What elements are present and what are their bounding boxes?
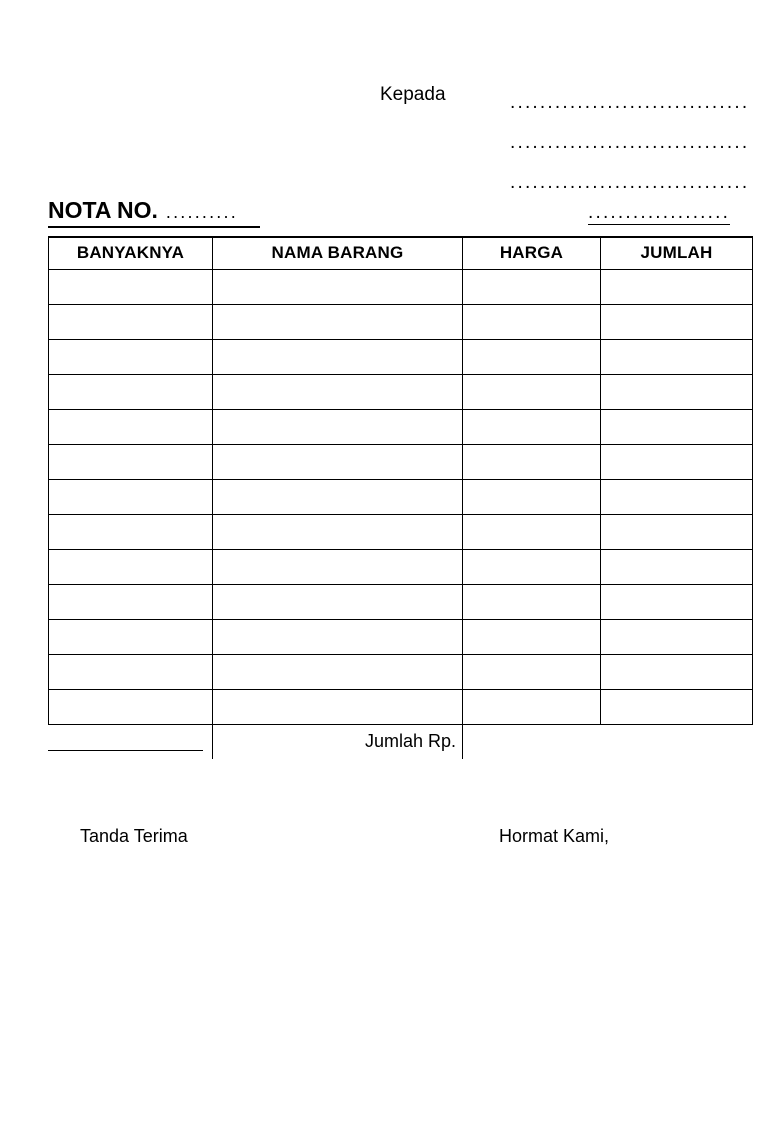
table-row (49, 444, 753, 479)
cell-harga[interactable] (463, 409, 601, 444)
cell-harga[interactable] (463, 304, 601, 339)
table-header-row (49, 237, 753, 269)
cell-nama-barang[interactable] (213, 409, 463, 444)
cell-banyaknya[interactable] (49, 444, 213, 479)
cell-harga[interactable] (463, 269, 601, 304)
recipient-dotted-line-1[interactable]: ................................ (510, 92, 750, 113)
cell-nama-barang[interactable] (213, 619, 463, 654)
cell-jumlah[interactable] (601, 409, 753, 444)
table-row (49, 584, 753, 619)
cell-jumlah[interactable] (601, 479, 753, 514)
cell-banyaknya[interactable] (49, 584, 213, 619)
signature-hormat-kami: Hormat Kami, (499, 826, 610, 846)
cell-jumlah[interactable] (601, 689, 753, 724)
table-row (49, 479, 753, 514)
table-row (49, 654, 753, 689)
table-row (49, 689, 753, 724)
cell-banyaknya[interactable] (49, 654, 213, 689)
cell-nama-barang[interactable] (213, 444, 463, 479)
table-row (49, 374, 753, 409)
recipient-label: Kepada (380, 84, 446, 105)
table-row (49, 409, 753, 444)
table-row (49, 269, 753, 304)
cell-harga[interactable] (463, 444, 601, 479)
recipient-dotted-line-2[interactable]: ................................ (510, 132, 750, 153)
cell-harga[interactable] (463, 339, 601, 374)
cell-harga[interactable] (463, 584, 601, 619)
total-label: Jumlah Rp. (213, 724, 463, 759)
recipient-dotted-line-4[interactable]: ................... (588, 202, 731, 223)
table-row (49, 304, 753, 339)
cell-banyaknya[interactable] (49, 479, 213, 514)
cell-harga[interactable] (463, 549, 601, 584)
table-row (49, 339, 753, 374)
column-header-banyaknya: BANYAKNYA (49, 237, 213, 269)
signature-tanda-terima: Tanda Terima (80, 826, 188, 846)
cell-nama-barang[interactable] (213, 584, 463, 619)
cell-jumlah[interactable] (601, 339, 753, 374)
cell-nama-barang[interactable] (213, 689, 463, 724)
table-row (49, 514, 753, 549)
cell-jumlah[interactable] (601, 304, 753, 339)
table-row (49, 549, 753, 584)
nota-number-field[interactable]: .......... (165, 202, 238, 222)
cell-banyaknya[interactable] (49, 619, 213, 654)
cell-jumlah[interactable] (601, 514, 753, 549)
total-value[interactable] (601, 724, 753, 759)
cell-jumlah[interactable] (601, 444, 753, 479)
recipient-dotted-line-3[interactable]: ................................ (510, 172, 750, 193)
cell-nama-barang[interactable] (213, 339, 463, 374)
cell-harga[interactable] (463, 619, 601, 654)
cell-banyaknya[interactable] (49, 409, 213, 444)
total-spacer (463, 724, 601, 759)
cell-harga[interactable] (463, 514, 601, 549)
table-total-row (49, 724, 753, 759)
cell-banyaknya[interactable] (49, 304, 213, 339)
cell-banyaknya[interactable] (49, 689, 213, 724)
column-header-harga: HARGA (463, 237, 601, 269)
cell-jumlah[interactable] (601, 619, 753, 654)
cell-harga[interactable] (463, 654, 601, 689)
cell-banyaknya[interactable] (49, 549, 213, 584)
nota-number-label: NOTA NO. (48, 197, 158, 223)
cell-nama-barang[interactable] (213, 269, 463, 304)
cell-harga[interactable] (463, 479, 601, 514)
cell-jumlah[interactable] (601, 549, 753, 584)
cell-banyaknya[interactable] (49, 374, 213, 409)
cell-nama-barang[interactable] (213, 374, 463, 409)
bottom-rule-divider (48, 750, 203, 751)
table-row (49, 619, 753, 654)
cell-jumlah[interactable] (601, 374, 753, 409)
cell-harga[interactable] (463, 374, 601, 409)
cell-banyaknya[interactable] (49, 339, 213, 374)
total-row-spacer-left (49, 724, 213, 759)
column-header-jumlah: JUMLAH (601, 237, 753, 269)
nota-number-block (48, 197, 260, 228)
column-header-nama-barang: NAMA BARANG (213, 237, 463, 269)
cell-jumlah[interactable] (601, 654, 753, 689)
items-table (48, 236, 753, 759)
cell-nama-barang[interactable] (213, 654, 463, 689)
cell-jumlah[interactable] (601, 584, 753, 619)
cell-harga[interactable] (463, 689, 601, 724)
cell-banyaknya[interactable] (49, 514, 213, 549)
cell-nama-barang[interactable] (213, 549, 463, 584)
items-table-wrapper (48, 236, 752, 759)
cell-jumlah[interactable] (601, 269, 753, 304)
cell-nama-barang[interactable] (213, 514, 463, 549)
recipient-block (380, 84, 752, 223)
cell-nama-barang[interactable] (213, 479, 463, 514)
cell-banyaknya[interactable] (49, 269, 213, 304)
cell-nama-barang[interactable] (213, 304, 463, 339)
